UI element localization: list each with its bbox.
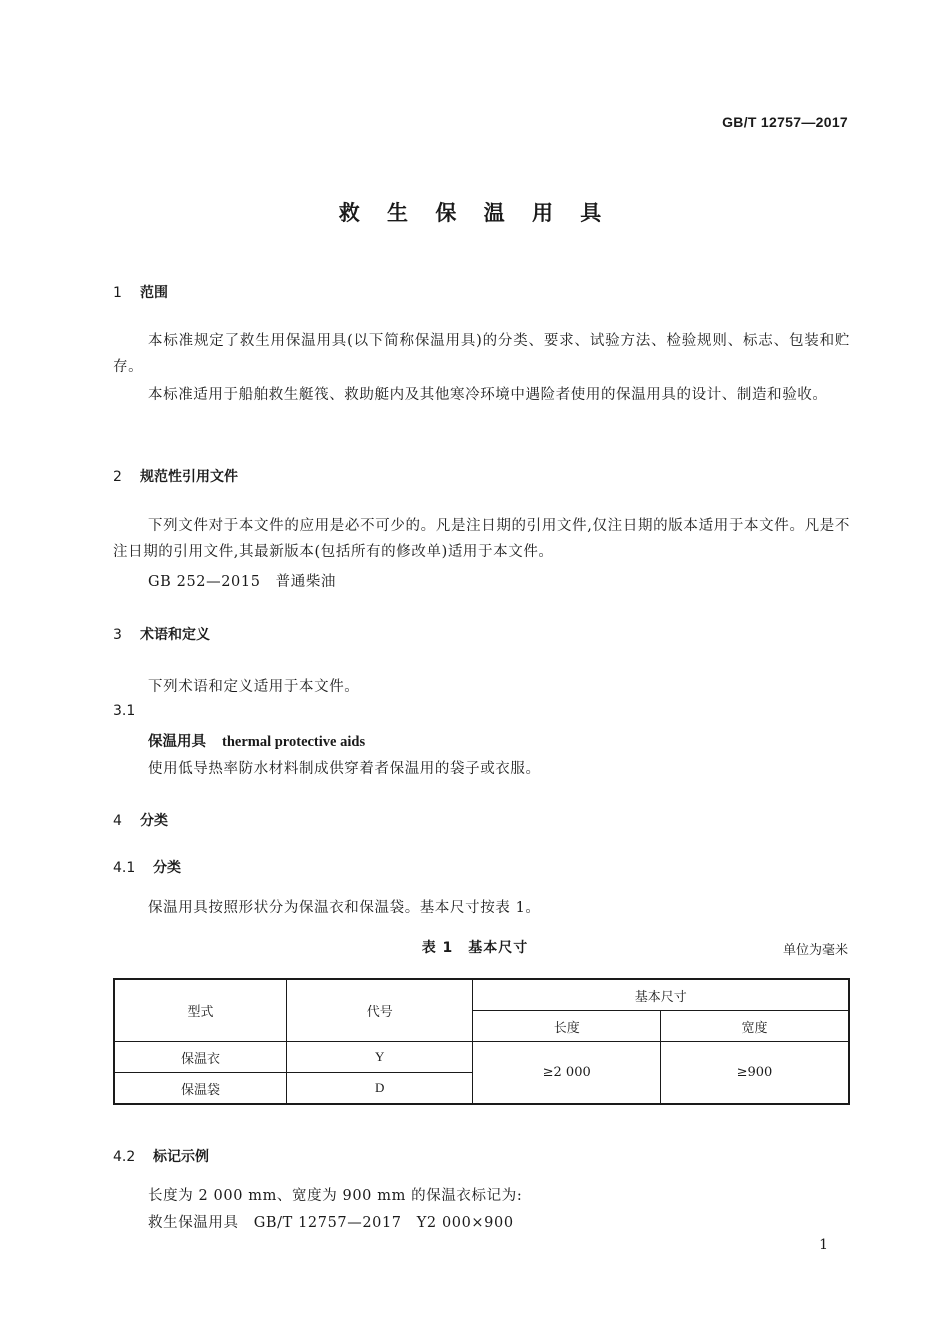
section-3-number: 3 xyxy=(113,627,122,643)
header-basic-size: 基本尺寸 xyxy=(473,979,849,1011)
length-value: ≥2 000 xyxy=(473,1042,660,1105)
table-row xyxy=(114,1042,849,1073)
table-title: 表 1 基本尺寸 xyxy=(421,940,529,956)
subsection-4-1-title: 分类 xyxy=(153,860,181,876)
section-3-title: 术语和定义 xyxy=(140,627,210,643)
section-3-intro: 下列术语和定义适用于本文件。 xyxy=(148,679,360,695)
header-length: 长度 xyxy=(473,1011,660,1042)
section-2-paragraph: 下列文件对于本文件的应用是必不可少的。凡是注日期的引用文件,仅注日期的版本适用于本文件。凡是不注日期的引用文件,其最新版本(包括所有的修改单)适用于本文件。 xyxy=(113,518,850,560)
subsection-4-1-heading xyxy=(113,857,181,877)
section-1-paragraph-2: 本标准适用于船舶救生艇筏、救助艇内及其他寒冷环境中遇险者使用的保温用具的设计、制造和验收。 xyxy=(148,387,828,403)
standard-code: GB/T 12757—2017 xyxy=(722,114,848,130)
document-title: 救 生 保 温 用 具 xyxy=(338,201,612,225)
section-2-title: 规范性引用文件 xyxy=(140,469,238,485)
subsection-4-1-number: 4.1 xyxy=(113,860,136,876)
subsection-4-1-text: 保温用具按照形状分为保温衣和保温袋。基本尺寸按表 1。 xyxy=(148,900,541,916)
table-unit: 单位为毫米 xyxy=(782,943,848,958)
section-2-heading xyxy=(113,466,238,486)
basic-size-table xyxy=(113,978,850,1105)
marking-example: 救生保温用具 GB/T 12757—2017 Y2 000×900 xyxy=(148,1215,514,1231)
row-code: Y xyxy=(287,1042,473,1073)
header-type: 型式 xyxy=(114,979,287,1042)
normative-reference: GB 252—2015 普通柴油 xyxy=(148,574,337,590)
term-chinese: 保温用具 xyxy=(148,734,206,750)
page-number: 1 xyxy=(819,1237,828,1253)
term-definition: 使用低导热率防水材料制成供穿着者保温用的袋子或衣服。 xyxy=(148,761,541,777)
term-english: thermal protective aids xyxy=(222,734,366,750)
subsection-4-2-title: 标记示例 xyxy=(153,1149,209,1165)
term-entry xyxy=(148,730,365,751)
section-1-paragraph-1: 本标准规定了救生用保温用具(以下简称保温用具)的分类、要求、试验方法、检验规则、标志、包装和贮存。 xyxy=(113,333,850,375)
header-width: 宽度 xyxy=(660,1011,849,1042)
width-value: ≥900 xyxy=(660,1042,849,1105)
section-1-heading xyxy=(113,282,168,302)
section-4-heading xyxy=(113,810,168,830)
marking-example-description: 长度为 2 000 mm、宽度为 900 mm 的保温衣标记为: xyxy=(148,1188,523,1204)
subsection-4-2-heading xyxy=(113,1146,209,1166)
row-type: 保温衣 xyxy=(114,1042,287,1073)
section-1-title: 范围 xyxy=(140,285,168,301)
term-number: 3.1 xyxy=(113,703,136,719)
row-code: D xyxy=(287,1073,473,1105)
subsection-4-2-number: 4.2 xyxy=(113,1149,136,1165)
header-code: 代号 xyxy=(287,979,473,1042)
row-type: 保温袋 xyxy=(114,1073,287,1105)
section-3-heading xyxy=(113,624,210,644)
table-header-row xyxy=(114,979,849,1011)
section-1-number: 1 xyxy=(113,285,122,301)
section-2-number: 2 xyxy=(113,469,122,485)
section-4-title: 分类 xyxy=(140,813,168,829)
section-4-number: 4 xyxy=(113,813,122,829)
